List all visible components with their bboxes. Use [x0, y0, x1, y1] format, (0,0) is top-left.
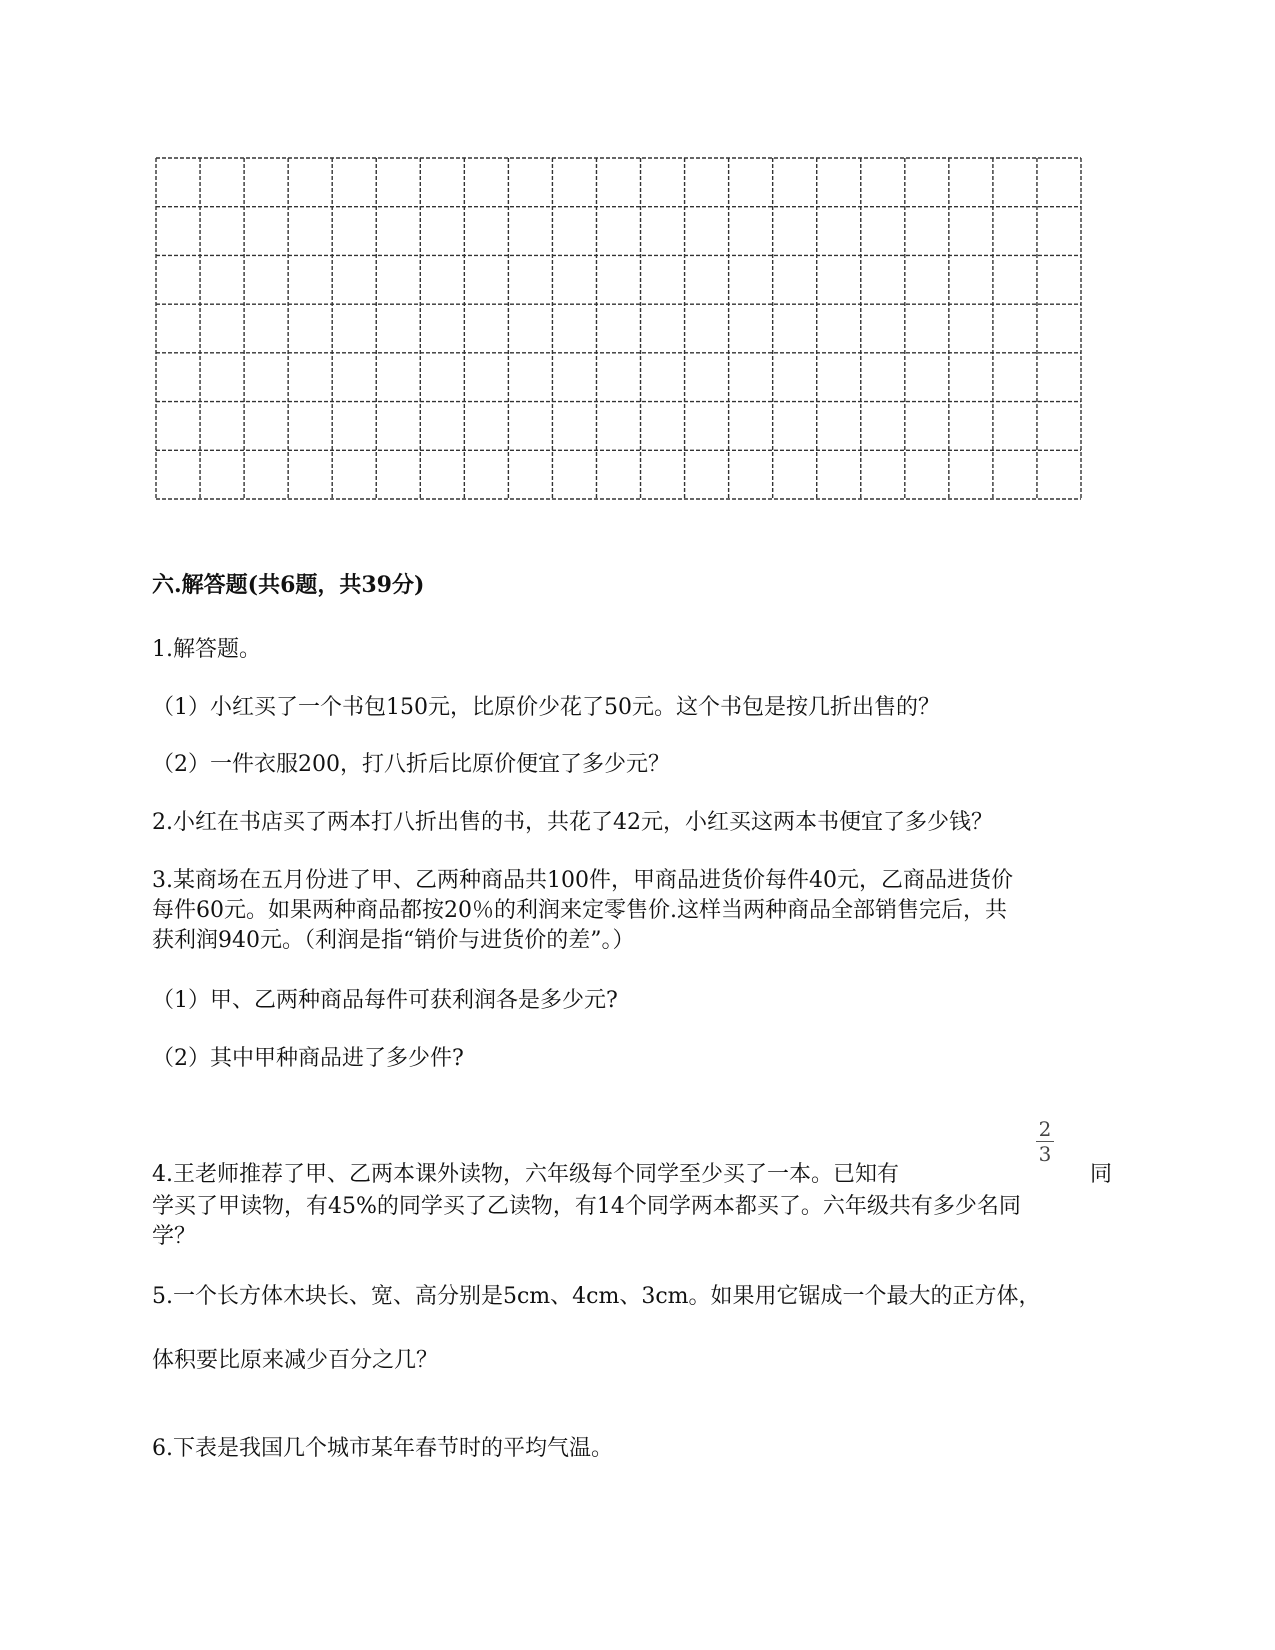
- question-5-line-2: 体积要比原来减少百分之几？: [152, 1348, 439, 1373]
- question-3-sub-2: （2）其中甲种商品进了多少件?: [152, 1046, 464, 1071]
- fraction-numerator: 2: [1038, 1117, 1052, 1141]
- question-5-line-1: 5.一个长方体木块长、宽、高分别是5cm、4cm、3cm。如果用它锯成一个最大的正方体，: [152, 1284, 1041, 1309]
- question-4-line-1-tail: 同: [1090, 1162, 1113, 1187]
- answer-grid: [155, 157, 1082, 500]
- question-4-line-1: 4.王老师推荐了甲、乙两本课外读物，六年级每个同学至少买了一本。已知有: [152, 1162, 899, 1187]
- section-title: 六.解答题(共6题，共39分): [152, 572, 425, 598]
- question-4-line-2: 学买了甲读物，有45%的同学买了乙读物，有14个同学两本都买了。六年级共有多少名同: [152, 1194, 1021, 1219]
- question-4-line-3: 学？: [152, 1224, 197, 1249]
- question-3-line-2: 每件60元。如果两种商品都按20％的利润来定零售价.这样当两种商品全部销售完后，共: [152, 898, 1007, 923]
- dashed-grid: [155, 157, 1082, 500]
- question-1-sub-2: （2）一件衣服200，打八折后比原价便宜了多少元？: [152, 752, 670, 777]
- question-2-stem: 2.小红在书店买了两本打八折出售的书，共花了42元，小红买这两本书便宜了多少钱？: [152, 810, 993, 835]
- question-3-sub-1: （1）甲、乙两种商品每件可获利润各是多少元?: [152, 988, 618, 1013]
- question-1-stem: 1.解答题。: [152, 637, 261, 662]
- question-3-line-3: 获利润940元。（利润是指“销价与进货价的差”。）: [152, 928, 635, 953]
- question-6-stem: 6.下表是我国几个城市某年春节时的平均气温。: [152, 1436, 613, 1461]
- question-1-sub-1: （1）小红买了一个书包150元，比原价少花了50元。这个书包是按几折出售的？: [152, 695, 940, 720]
- fraction-two-thirds: [1030, 1118, 1060, 1165]
- fraction-denominator: 3: [1038, 1142, 1052, 1166]
- question-3-line-1: 3.某商场在五月份进了甲、乙两种商品共100件，甲商品进货价每件40元，乙商品进货价: [152, 868, 1013, 893]
